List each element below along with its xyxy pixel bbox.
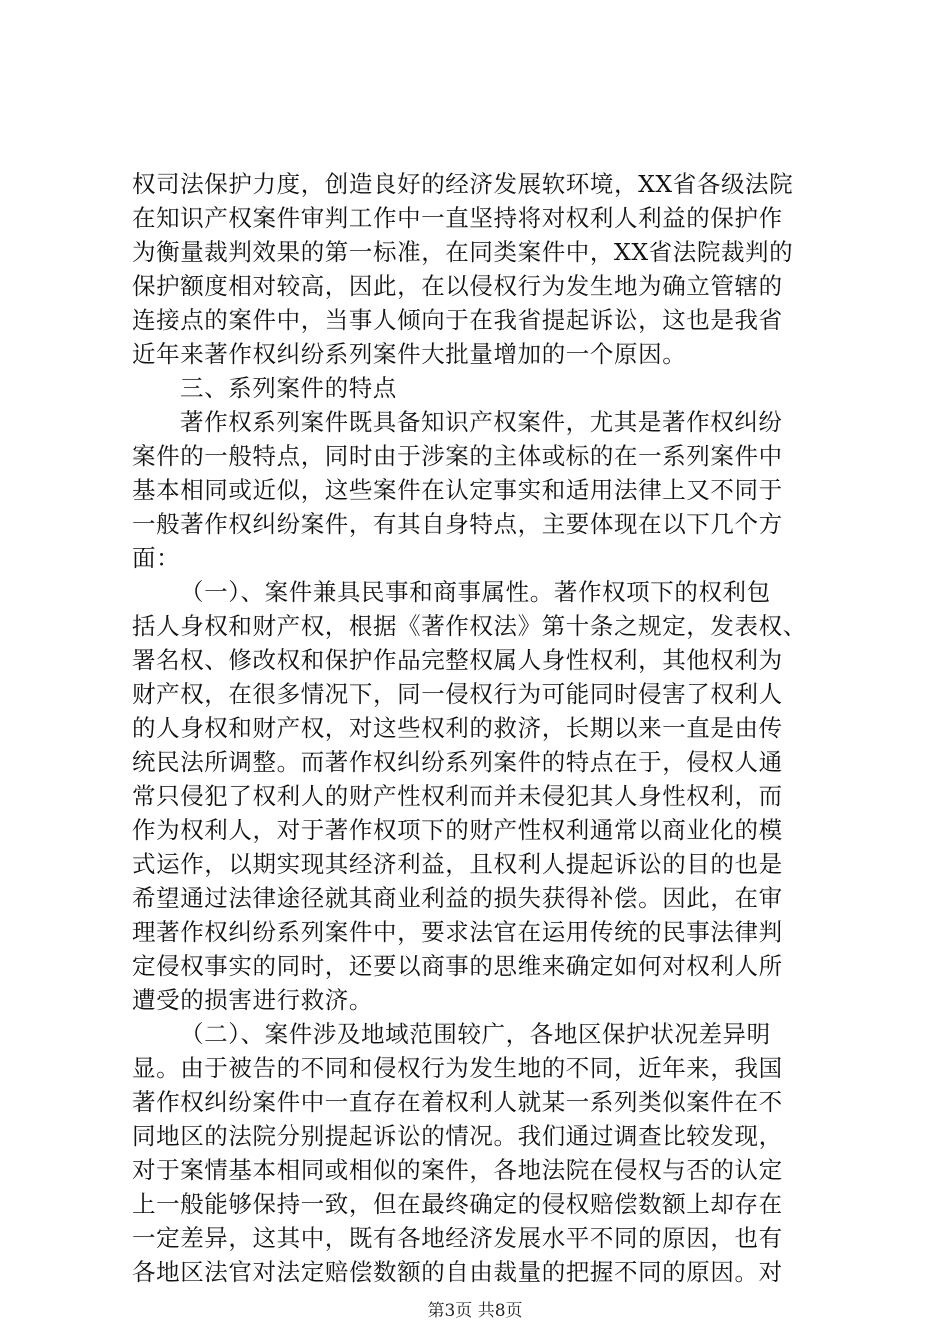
- text-line: 著作权系列案件既具备知识产权案件，尤其是著作权纠纷: [180, 408, 783, 436]
- text-line: 理著作权纠纷系列案件中，要求法官在运用传统的民事法律判: [132, 918, 783, 946]
- text-line: 遭受的损害进行救济。: [132, 986, 373, 1014]
- text-line: 的人身权和财产权，对这些权利的救济，长期以来一直是由传: [132, 714, 783, 742]
- text-line: 著作权纠纷案件中一直存在着权利人就某一系列类似案件在不: [132, 1088, 783, 1116]
- text-line: 括人身权和财产权，根据《著作权法》第十条之规定，发表权、: [132, 612, 807, 640]
- text-line: 式运作，以期实现其经济利益，且权利人提起诉讼的目的也是: [132, 850, 783, 878]
- text-line: 显。由于被告的不同和侵权行为发生地的不同，近年来，我国: [132, 1054, 783, 1082]
- text-line: （二）、案件涉及地域范围较广，各地区保护状况差异明: [180, 1020, 771, 1048]
- text-line: （一）、案件兼具民事和商事属性。著作权项下的权利包: [180, 578, 771, 606]
- text-line: 基本相同或近似，这些案件在认定事实和适用法律上又不同于: [132, 476, 783, 504]
- text-line: 连接点的案件中，当事人倾向于在我省提起诉讼，这也是我省: [132, 306, 783, 334]
- text-line: 为衡量裁判效果的第一标准，在同类案件中，XX省法院裁判的: [132, 238, 794, 266]
- text-line: 希望通过法律途径就其商业利益的损失获得补偿。因此，在审: [132, 884, 783, 912]
- text-line: 作为权利人，对于著作权项下的财产性权利通常以商业化的模: [132, 816, 783, 844]
- text-line: 署名权、修改权和保护作品完整权属人身性权利，其他权利为: [132, 646, 783, 674]
- text-line: 案件的一般特点，同时由于涉案的主体或标的在一系列案件中: [132, 442, 783, 470]
- section-heading: 三、系列案件的特点: [180, 374, 397, 402]
- text-line: 一般著作权纠纷案件，有其自身特点，主要体现在以下几个方: [132, 510, 783, 538]
- text-line: 常只侵犯了权利人的财产性权利而并未侵犯其人身性权利，而: [132, 782, 783, 810]
- text-line: 一定差异，这其中，既有各地经济发展水平不同的原因，也有: [132, 1224, 783, 1252]
- text-line: 近年来著作权纠纷系列案件大批量增加的一个原因。: [132, 340, 687, 368]
- text-line: 统民法所调整。而著作权纠纷系列案件的特点在于，侵权人通: [132, 748, 783, 776]
- text-line: 面：: [132, 544, 181, 572]
- text-line: 权司法保护力度，创造良好的经济发展软环境，XX省各级法院: [132, 170, 794, 198]
- text-line: 保护额度相对较高，因此，在以侵权行为发生地为确立管辖的: [132, 272, 783, 300]
- text-line: 定侵权事实的同时，还要以商事的思维来确定如何对权利人所: [132, 952, 783, 980]
- text-line: 在知识产权案件审判工作中一直坚持将对权利人利益的保护作: [132, 204, 783, 232]
- text-line: 同地区的法院分别提起诉讼的情况。我们通过调查比较发现，: [132, 1122, 783, 1150]
- text-line: 对于案情基本相同或相似的案件，各地法院在侵权与否的认定: [132, 1156, 783, 1184]
- text-line: 上一般能够保持一致，但在最终确定的侵权赔偿数额上却存在: [132, 1190, 783, 1218]
- page-number-footer: 第3页 共8页: [427, 1301, 523, 1321]
- text-line: 各地区法官对法定赔偿数额的自由裁量的把握不同的原因。对: [132, 1258, 783, 1286]
- text-line: 财产权，在很多情况下，同一侵权行为可能同时侵害了权利人: [132, 680, 783, 708]
